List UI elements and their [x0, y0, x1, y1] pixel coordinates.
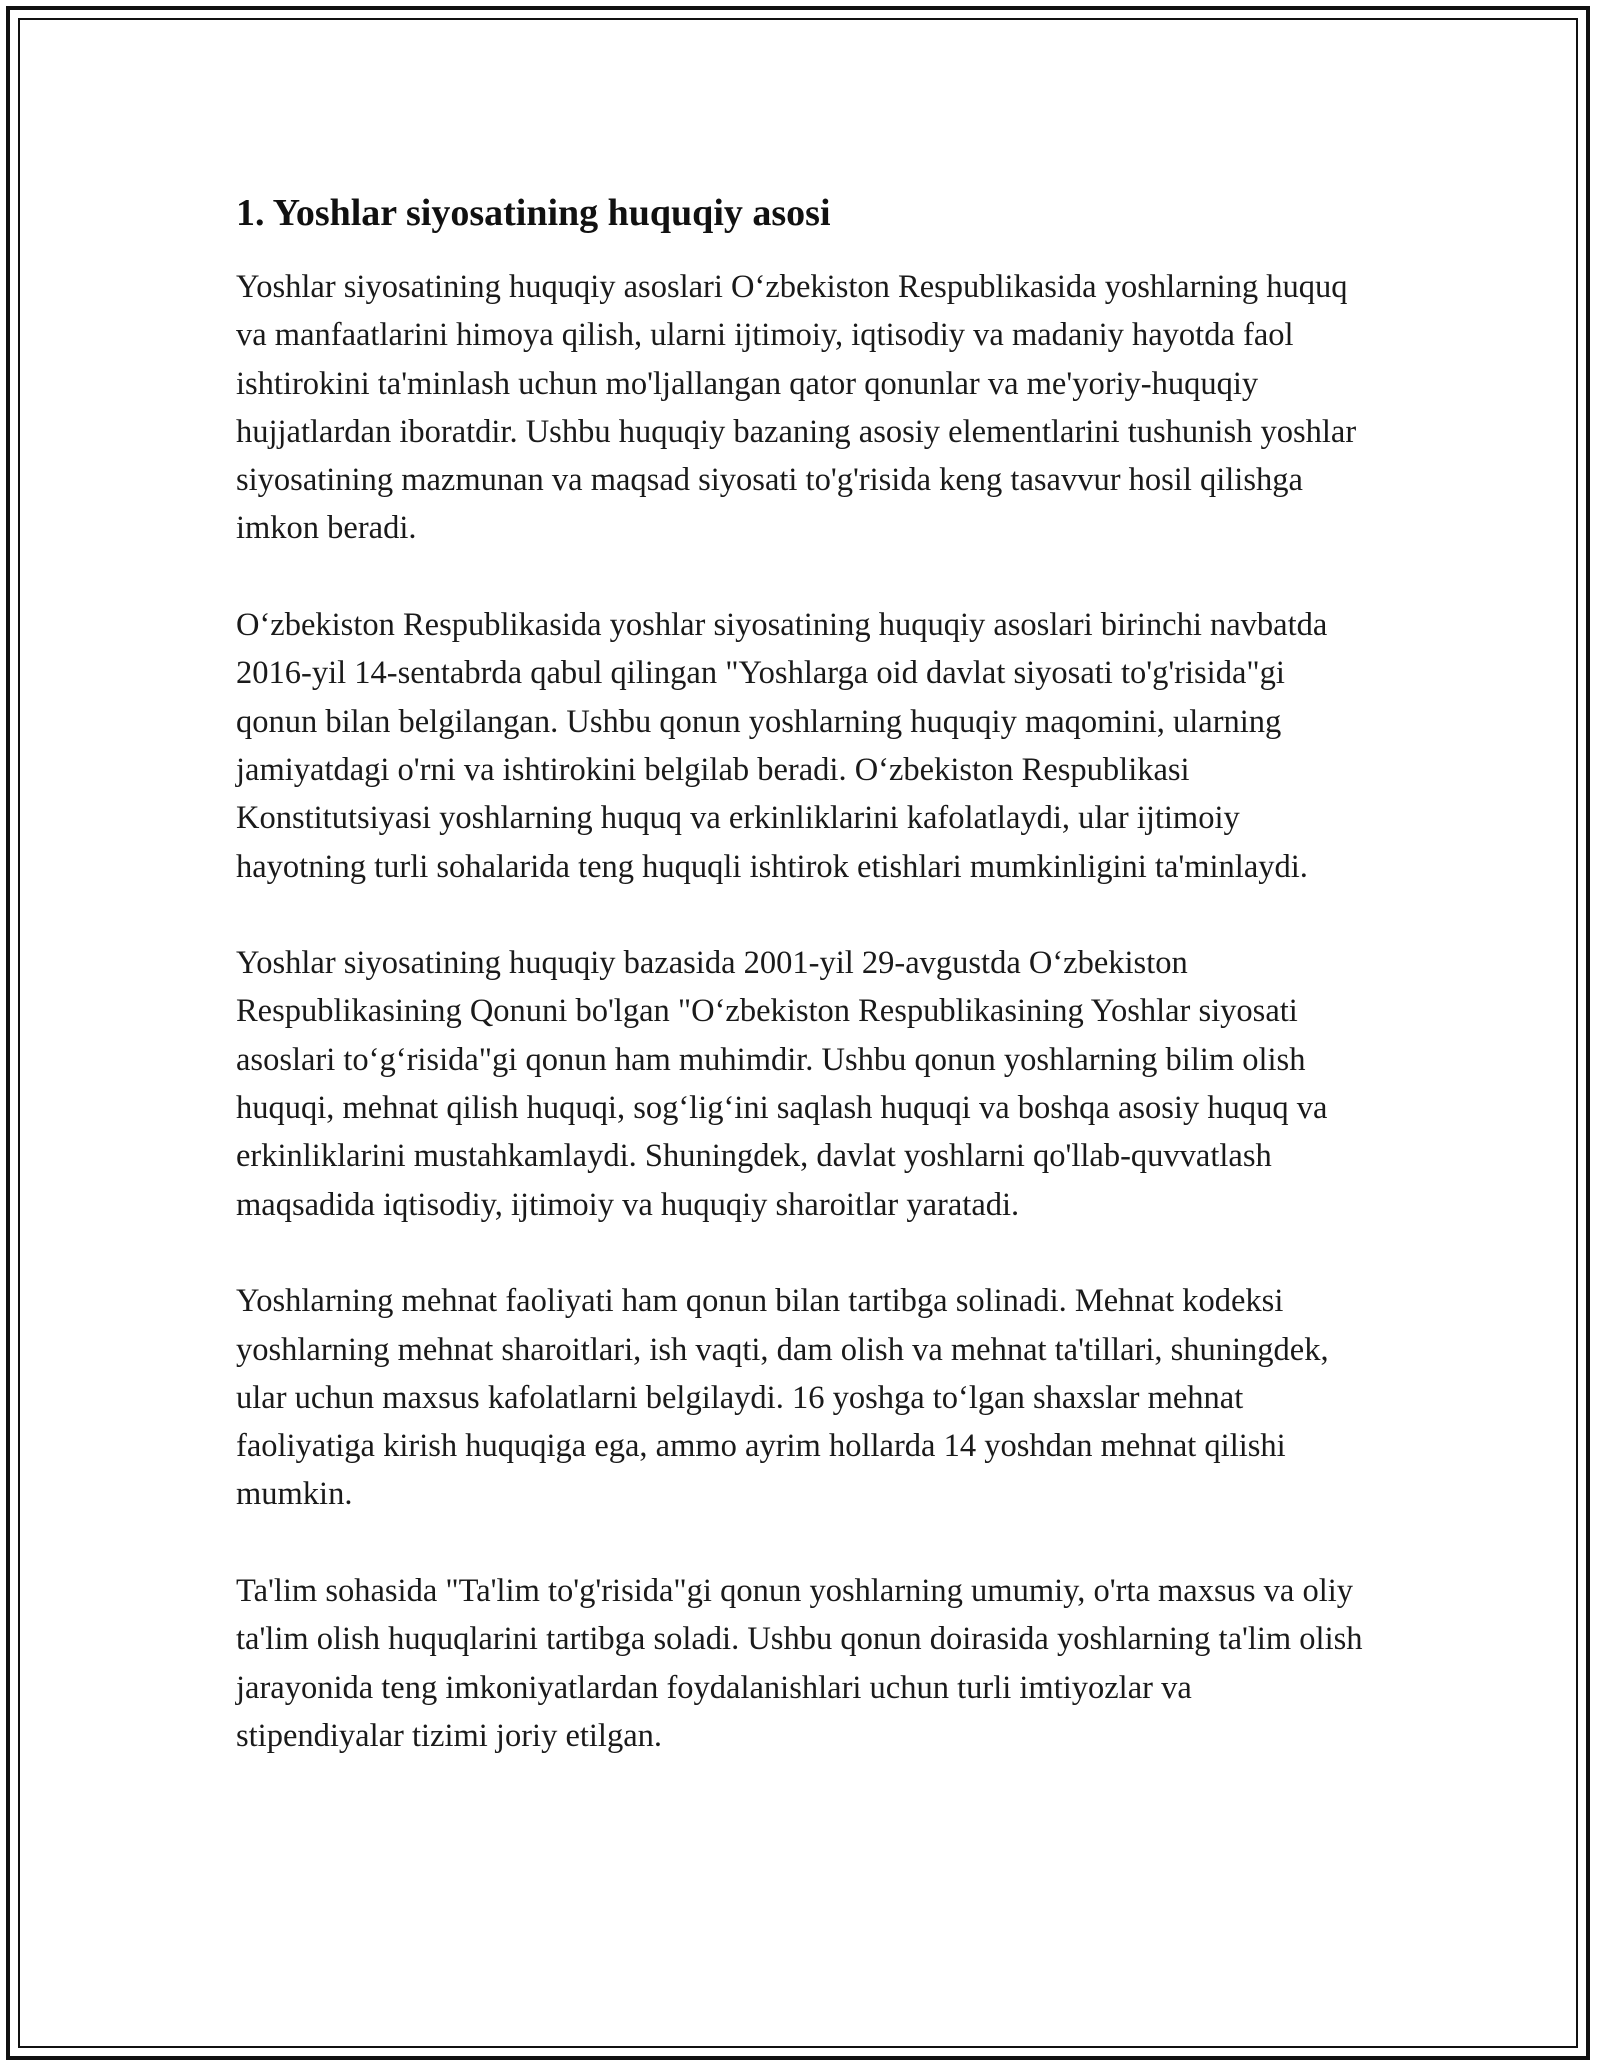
- paragraph-4: Yoshlarning mehnat faoliyati ham qonun bilan tartibga solinadi. Mehnat kodeksi yoshlarning mehnat sharoitlari, ish vaqti, dam olish va mehnat ta'tillari, shuningdek, ular uchun maxsus kafolatlarni belgilaydi. 16 yoshga to‘lgan shaxslar mehnat faoliyatiga kirish huquqiga ega, ammo ayrim hollarda 14 yoshdan mehnat qilishi mumkin.: [236, 1283, 1329, 1513]
- paragraph-3: Yoshlar siyosatining huquqiy bazasida 2001-yil 29-avgustda O‘zbekiston Respublikasining Qonuni bo'lgan "O‘zbekiston Respublikasining Yoshlar siyosati asoslari to‘g‘risida"gi qonun ham muhimdir. Ushbu qonun yoshlarning bilim olish huquqi, mehnat qilish huquqi, sog‘lig‘ini saqlash huquqi va boshqa asosiy huquq va erkinliklarini mustahkamlaydi. Shuningdek, davlat yoshlarni qo'llab-quvvatlash maqsadida iqtisodiy, ijtimoiy va huquqiy sharoitlar yaratadi.: [236, 945, 1328, 1223]
- paragraph-1: Yoshlar siyosatining huquqiy asoslari O‘zbekiston Respublikasida yoshlarning huquq va manfaatlarini himoya qilish, ularni ijtimoiy, iqtisodiy va madaniy hayotda faol ishtirokini ta'minlash uchun mo'ljallangan qator qonunlar va me'yoriy-huquqiy hujjatlardan iboratdir. Ushbu huquqiy bazaning asosiy elementlarini tushunish yoshlar siyosatining mazmunan va maqsad siyosati to'g'risida keng tasavvur hosil qilishga imkon beradi.: [236, 269, 1357, 547]
- paragraph-2: O‘zbekiston Respublikasida yoshlar siyosatining huquqiy asoslari birinchi navbatda 2016-yil 14-sentabrda qabul qilingan "Yoshlarga oid davlat siyosati to'g'risida"gi qonun bilan belgilangan. Ushbu qonun yoshlarning huquqiy maqomini, ularning jamiyatdagi o'rni va ishtirokini belgilab beradi. O‘zbekiston Respublikasi Konstitutsiyasi yoshlarning huquq va erkinliklarini kafolatlaydi, ular ijtimoiy hayotning turli sohalarida teng huquqli ishtirok etishlari mumkinligini ta'minlaydi.: [236, 607, 1328, 885]
- section-title: 1. Yoshlar siyosatining huquqiy asosi: [236, 192, 831, 234]
- paragraph-5: Ta'lim sohasida "Ta'lim to'g'risida"gi qonun yoshlarning umumiy, o'rta maxsus va oliy ta'lim olish huquqlarini tartibga soladi. Ushbu qonun doirasida yoshlarning ta'lim olish jarayonida teng imkoniyatlardan foydalanishlari uchun turli imtiyozlar va stipendiyalar tizimi joriy etilgan.: [236, 1573, 1363, 1754]
- document-body: [236, 185, 1366, 1760]
